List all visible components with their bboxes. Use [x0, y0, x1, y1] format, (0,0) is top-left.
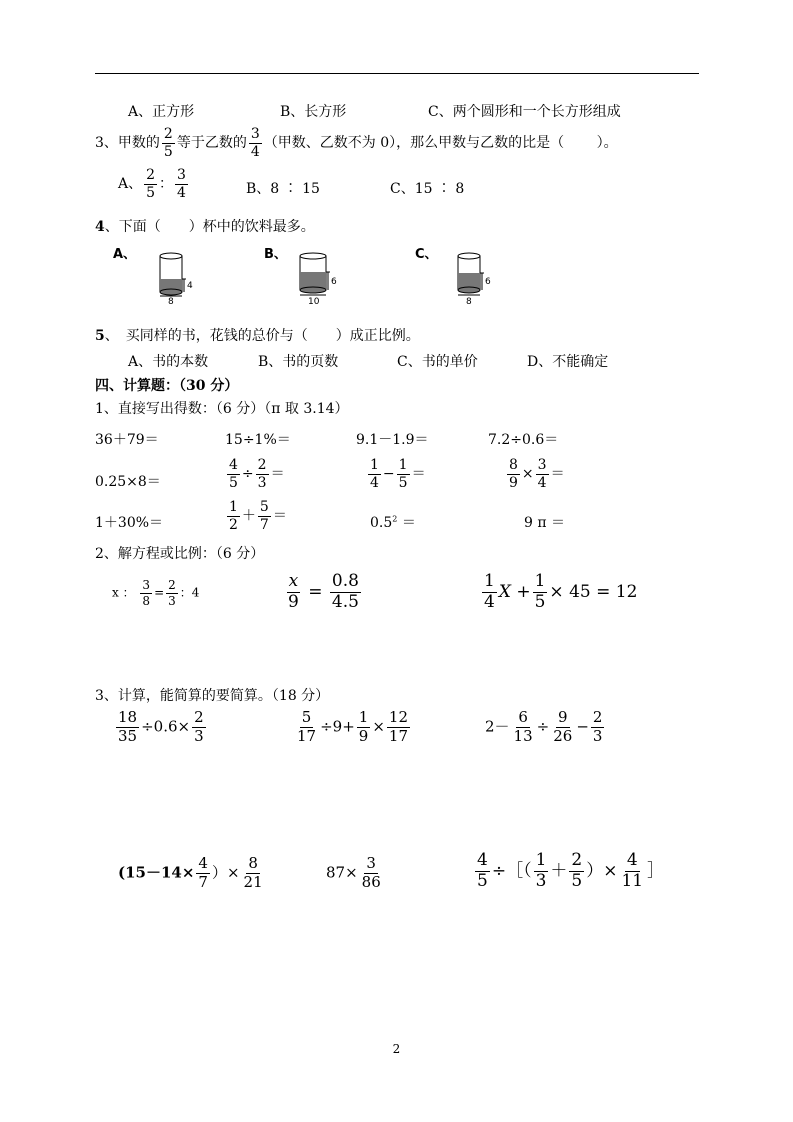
- cup-a-diagram: [150, 246, 210, 306]
- q3-fraction-2: $\frac{3}{4}$: [250, 126, 260, 160]
- cup-b-width: 10: [308, 297, 320, 306]
- simplify-5: 87× $\frac{3}{86}$: [326, 854, 381, 891]
- calc-3-4: 9 π ＝: [524, 515, 566, 531]
- cup-a-height: 4: [187, 281, 193, 291]
- cup-b-diagram: [290, 246, 350, 306]
- equation-3: $\frac{1}{4}$ X + $\frac{1}{5}$ × 45 = 12: [484, 571, 638, 612]
- q3-prefix: 3、甲数的: [95, 135, 160, 152]
- calc-1-2: 15÷1%＝: [225, 432, 291, 448]
- q2-option-a: A、正方形: [128, 104, 195, 120]
- cup-b-height: 6: [331, 277, 337, 287]
- calc-2-4: $\frac{8}{9}$ × $\frac{3}{4}$ ＝: [509, 457, 565, 491]
- simplify-6: $\frac{4}{5}$ ÷［（ $\frac{1}{3}$ ＋ $\frac{2}{5}$ ）× $\frac{4}{11}$ ］: [477, 850, 665, 891]
- equation-1: x ： $\frac{3}{8}$ = $\frac{2}{3}$ ：4: [112, 578, 200, 608]
- question-5: 5、 买同样的书，花钱的总价与（ ）成正比例。: [95, 328, 420, 344]
- equation-2: $\frac{x}{9}$ = $\frac{0.8}{4.5}$: [288, 571, 359, 612]
- q5-option-c: C、书的单价: [397, 354, 478, 370]
- simplify-1: $\frac{18}{35}$ ÷0.6× $\frac{2}{3}$: [118, 708, 204, 745]
- part-2-title: 2、解方程或比例：（6 分）: [95, 546, 265, 562]
- cup-c-label: C、: [415, 247, 438, 262]
- calc-1-3: 9.1－1.9＝: [356, 432, 429, 448]
- calc-2-3: $\frac{1}{4}$ − $\frac{1}{5}$ ＝: [370, 457, 426, 491]
- q5-option-b: B、书的页数: [258, 354, 339, 370]
- simplify-2: $\frac{5}{17}$ ÷9+ $\frac{1}{9}$ × $\frac{12}{17}$: [297, 708, 408, 745]
- header-rule: [95, 73, 699, 74]
- q3-mid: 等于乙数的: [176, 135, 247, 152]
- cup-c-diagram: [448, 246, 508, 306]
- cup-c-height: 6: [485, 277, 491, 287]
- page-number: 2: [392, 1042, 401, 1056]
- q3-option-a: A、 $\frac{2}{5}$ ： $\frac{3}{4}$: [118, 167, 186, 201]
- calc-3-2: $\frac{1}{2}$ ＋ $\frac{5}{7}$ ＝: [229, 499, 287, 533]
- part-3-title: 3、计算，能简算的要简算。（18 分）: [95, 688, 330, 704]
- simplify-4: (15－14× $\frac{4}{7}$ ）× $\frac{8}{21}$: [118, 854, 263, 891]
- q2-option-b: B、长方形: [280, 104, 347, 120]
- q3-option-c: C、15 ∶ 8: [390, 181, 465, 197]
- question-3: [95, 127, 618, 159]
- cup-a-width: 8: [168, 297, 174, 306]
- calc-3-3: $0.5^2$ ＝: [370, 514, 416, 531]
- simplify-3: 2－ $\frac{6}{13}$ ÷ $\frac{9}{26}$ − $\frac{2}{3}$: [485, 708, 603, 745]
- section-4-title: 四、计算题：（30 分）: [95, 378, 239, 394]
- calc-1-1: 36＋79＝: [95, 432, 159, 448]
- part-1-title: 1、直接写出得数：（6 分）（π 取 3.14）: [95, 401, 349, 417]
- q5-option-a: A、书的本数: [128, 354, 209, 370]
- q3-fraction-1: $\frac{2}{5}$: [163, 126, 173, 160]
- calc-3-1: 1＋30%＝: [95, 515, 164, 531]
- cup-b-label: B、: [264, 247, 287, 262]
- calc-2-1: 0.25×8＝: [95, 474, 161, 490]
- calc-2-2: $\frac{4}{5}$ ÷ $\frac{2}{3}$ ＝: [229, 457, 285, 491]
- cup-a-label: A、: [113, 247, 137, 262]
- q5-option-d: D、不能确定: [527, 354, 609, 370]
- cup-c-width: 8: [466, 297, 472, 306]
- q3-option-b: B、8 ∶ 15: [246, 181, 320, 197]
- q3-suffix: （甲数、乙数不为 0），那么甲数与乙数的比是（ ）。: [263, 135, 618, 152]
- q2-option-c: C、两个圆形和一个长方形组成: [428, 104, 621, 120]
- calc-1-4: 7.2÷0.6＝: [488, 432, 559, 448]
- question-4: 4、下面（ ）杯中的饮料最多。: [95, 219, 315, 235]
